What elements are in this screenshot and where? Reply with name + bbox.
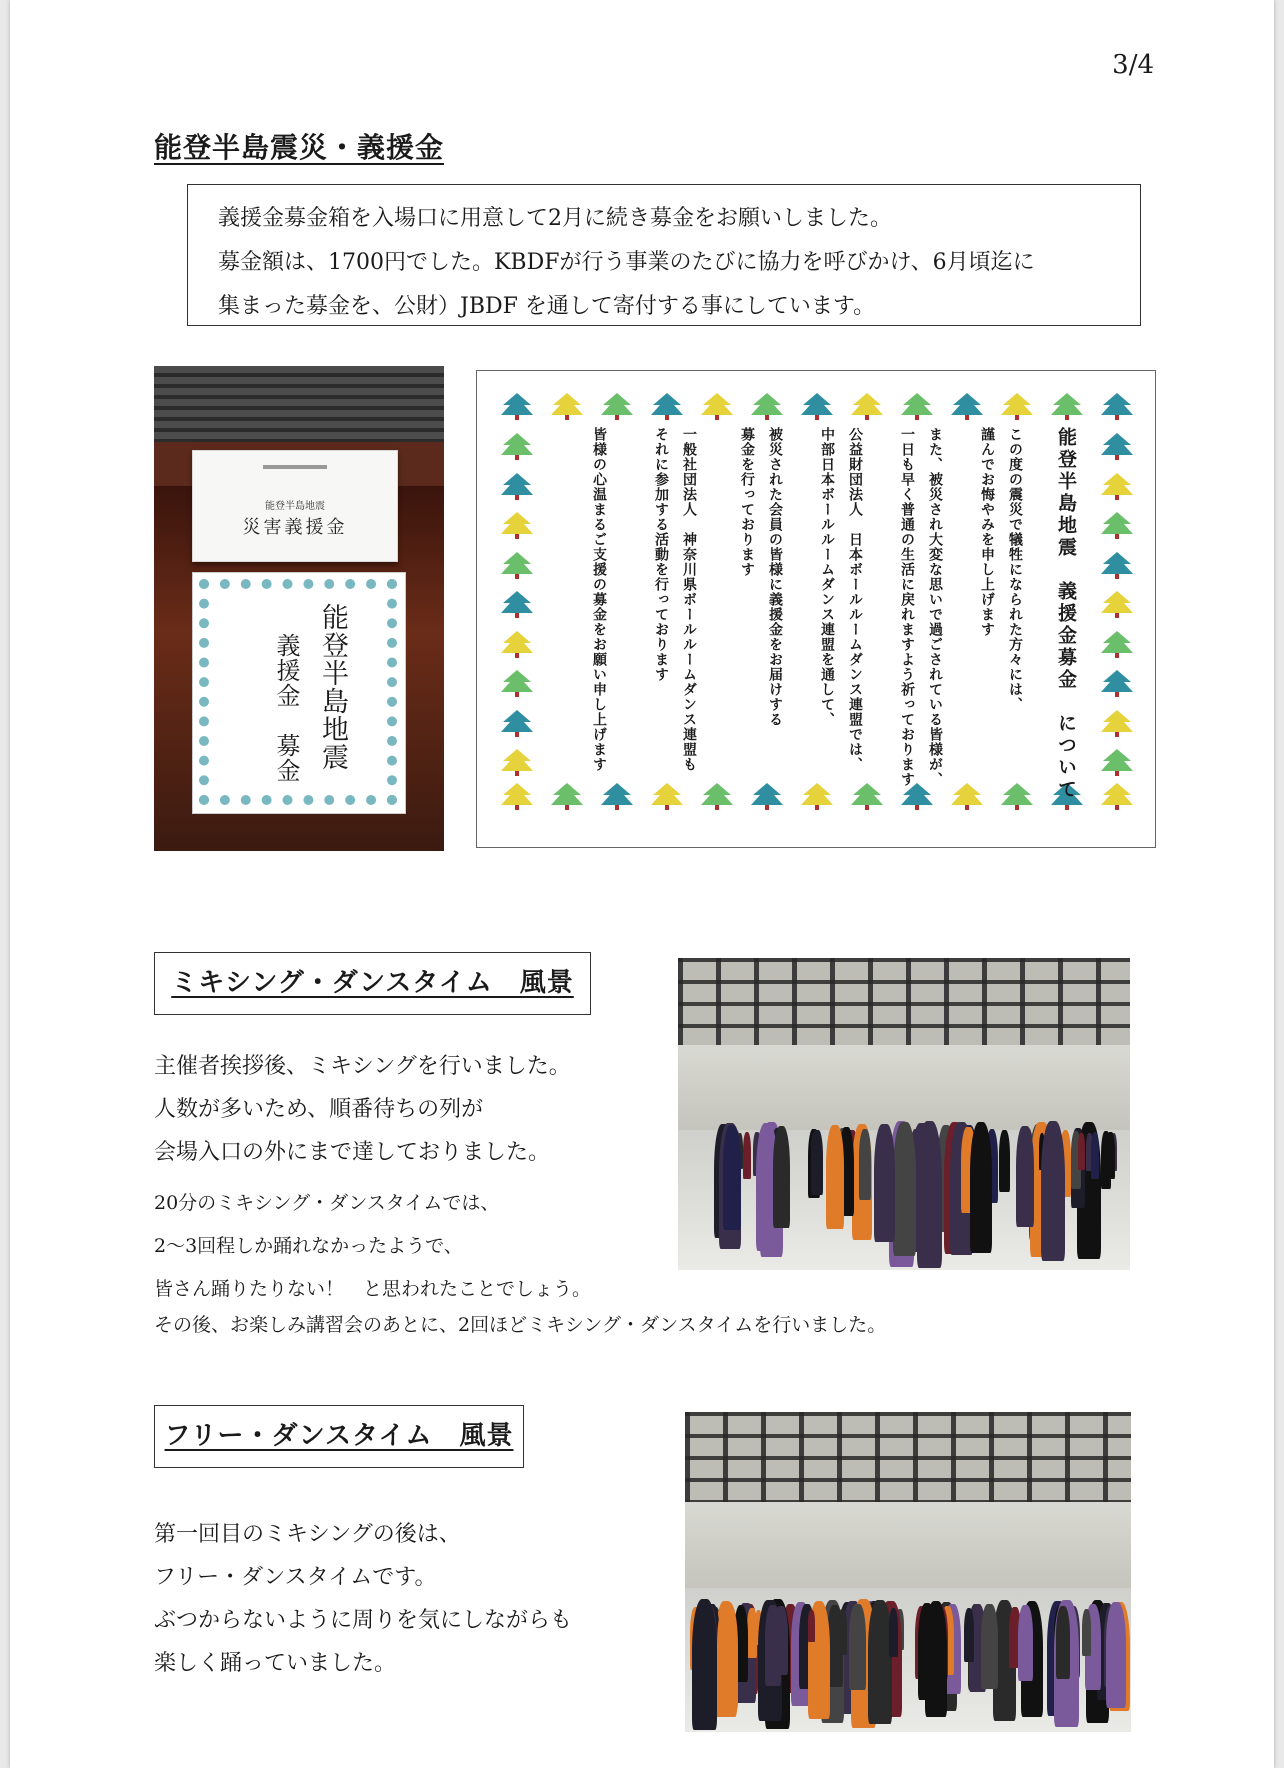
free-dance-line: フリー・ダンスタイムです。 — [154, 1565, 437, 1590]
flyer-tree-border-bottom — [499, 781, 1135, 811]
flyer-line: また、被災され大変な思いで過ごされている皆様が、 — [927, 427, 943, 787]
tree-icon — [1099, 510, 1135, 540]
donation-info-line: 募金額は、1700円でした。KBDFが行う事業のたびに協力を呼びかけ、6月頃迄に — [218, 250, 1035, 275]
photo-crowd — [685, 1566, 1131, 1732]
tree-icon — [949, 781, 985, 811]
tree-icon — [699, 391, 735, 421]
dancer-figure — [1018, 1605, 1033, 1681]
section-title-free-dance-text: フリー・ダンスタイム 風景 — [164, 1421, 514, 1451]
tree-icon — [1099, 431, 1135, 461]
mixing-line: 会場入口の外にまで達しておりました。 — [154, 1140, 551, 1165]
tree-icon — [999, 391, 1035, 421]
tree-icon — [499, 589, 535, 619]
tree-icon — [549, 391, 585, 421]
dancer-figure — [999, 1130, 1010, 1192]
dancer-figure — [1106, 1602, 1126, 1708]
flyer-title: 能登半島地震 義援金募金 について — [1055, 427, 1077, 801]
tree-icon — [1099, 668, 1135, 698]
dancer-figure — [859, 1129, 871, 1200]
donation-box — [192, 450, 398, 562]
dancer-figure — [893, 1122, 916, 1256]
free-dance-photo — [685, 1412, 1131, 1732]
flyer-line: 被災された会員の皆様に義援金をお届けする — [767, 427, 783, 727]
dancer-figure — [811, 1133, 817, 1168]
mixing-dance-photo — [678, 958, 1130, 1270]
flyer-line: 中部日本ボールルームダンス連盟を通して、 — [819, 427, 835, 727]
section-title-free-dance — [154, 1405, 524, 1468]
tree-icon — [1099, 629, 1135, 659]
tree-icon — [1099, 550, 1135, 580]
dancer-figure — [964, 1608, 974, 1662]
flyer-line: それに参加する活動を行っております — [653, 427, 669, 682]
flyer-tree-border-right — [1099, 431, 1135, 777]
tree-icon — [499, 747, 535, 777]
tree-icon — [499, 550, 535, 580]
flyer-tree-border-top — [499, 391, 1135, 421]
document-page — [10, 0, 1274, 1768]
dancer-figure — [808, 1610, 814, 1642]
tree-icon — [1099, 781, 1135, 811]
tree-icon — [999, 781, 1035, 811]
tree-icon — [749, 391, 785, 421]
donation-box-photo — [154, 366, 444, 851]
dancer-figure — [765, 1605, 781, 1686]
window-blinds — [154, 366, 444, 442]
photo-ceiling-lights — [678, 958, 1130, 1052]
tree-icon — [499, 431, 535, 461]
tree-icon — [499, 471, 535, 501]
tree-icon — [649, 391, 685, 421]
dancer-figure — [849, 1604, 865, 1690]
tree-icon — [1099, 747, 1135, 777]
tree-icon — [649, 781, 685, 811]
free-dance-line: 楽しく踊っていました。 — [154, 1651, 397, 1676]
mixing-closing-line: その後、お楽しみ講習会のあとに、2回ほどミキシング・ダンスタイムを行いました。 — [154, 1314, 887, 1336]
flyer-line: 皆様の心温まるご支援の募金をお願い申し上げます — [591, 427, 607, 772]
dancer-figure — [723, 1125, 741, 1229]
donation-info-line: 義援金募金箱を入場口に用意して2月に続き募金をお願いしました。 — [218, 206, 892, 231]
dancer-figure — [773, 1126, 790, 1228]
tree-icon — [499, 781, 535, 811]
dancer-figure — [1082, 1609, 1091, 1657]
tree-icon — [899, 391, 935, 421]
dancer-figure — [692, 1599, 717, 1729]
donation-flyer — [476, 370, 1156, 848]
dancer-figure — [1091, 1132, 1099, 1179]
tree-icon — [599, 391, 635, 421]
free-dance-line: 第一回目のミキシングの後は、 — [154, 1522, 461, 1547]
tree-icon — [949, 391, 985, 421]
mixing-line: 2～3回程しか踊れなかったようで、 — [154, 1235, 463, 1257]
photo-ceiling-lights — [685, 1412, 1131, 1508]
dancer-figure — [1106, 1132, 1114, 1179]
flyer-line: 謹んでお悔やみを申し上げます — [979, 427, 995, 637]
tree-icon — [1099, 589, 1135, 619]
tree-icon — [499, 510, 535, 540]
dancer-figure — [747, 1608, 757, 1658]
mixing-line: 主催者挨拶後、ミキシングを行いました。 — [154, 1054, 571, 1079]
section-title-mixing-text: ミキシング・ダンスタイム 風景 — [171, 968, 574, 998]
tree-icon — [799, 781, 835, 811]
tree-icon — [1049, 391, 1085, 421]
free-dance-paragraph — [154, 1513, 572, 1685]
mixing-paragraph-small — [154, 1182, 591, 1311]
flyer-line: 公益財団法人 日本ボールルームダンス連盟では、 — [847, 427, 863, 772]
dancer-figure — [838, 1609, 847, 1656]
dancer-figure — [1041, 1121, 1065, 1261]
dancer-figure — [826, 1125, 844, 1229]
section-title-mixing — [154, 952, 591, 1015]
dancer-figure — [925, 1601, 947, 1717]
dancer-figure — [717, 1602, 738, 1712]
tree-icon — [499, 708, 535, 738]
mixing-paragraph — [154, 1045, 571, 1174]
page-number: 3/4 — [1112, 50, 1154, 80]
dancer-figure — [1016, 1126, 1033, 1228]
dancer-figure — [917, 1121, 942, 1268]
tree-icon — [549, 781, 585, 811]
section-title-donation: 能登半島震災・義援金 — [154, 131, 445, 164]
tree-icon — [699, 781, 735, 811]
tree-icon — [849, 781, 885, 811]
flyer-tree-border-left — [499, 431, 535, 777]
tree-icon — [799, 391, 835, 421]
donation-box-main-label: 災害義援金 — [242, 517, 348, 538]
dancer-figure — [743, 1132, 751, 1179]
free-dance-line: ぶつからないように周りを気にしながらも — [154, 1608, 573, 1633]
tree-icon — [749, 781, 785, 811]
dancer-figure — [981, 1604, 997, 1689]
sign-line-1: 能登半島地震 — [317, 603, 348, 771]
donation-slot — [263, 465, 327, 469]
mixing-line: 20分のミキシング・ダンスタイムでは、 — [154, 1192, 500, 1214]
sign-line-2: 義援金 募金 — [272, 633, 300, 783]
donation-sign — [192, 572, 406, 814]
flyer-line: 一般社団法人 神奈川県ボールルームダンス連盟も — [681, 427, 697, 772]
tree-icon — [599, 781, 635, 811]
mixing-line: 皆さん踊りたりない！ と思われたことでしょう。 — [154, 1278, 592, 1300]
tree-icon — [499, 668, 535, 698]
flyer-line: この度の震災で犠牲になられた方々には、 — [1007, 427, 1023, 712]
dancer-figure — [1078, 1133, 1084, 1170]
flyer-line: 募金を行っております — [739, 427, 755, 577]
tree-icon — [1099, 391, 1135, 421]
dancer-figure — [874, 1124, 894, 1243]
mixing-line: 人数が多いため、順番待ちの列が — [154, 1097, 484, 1122]
dancer-figure — [970, 1122, 992, 1252]
tree-icon — [499, 629, 535, 659]
donation-info-line: 集まった募金を、公財）JBDF を通して寄付する事にしています。 — [218, 294, 876, 319]
dancer-figure — [1056, 1606, 1070, 1679]
photo-crowd — [678, 1083, 1130, 1270]
flyer-line: 一日も早く普通の生活に戻れますよう祈っております — [899, 427, 915, 787]
tree-icon — [849, 391, 885, 421]
tree-icon — [1099, 471, 1135, 501]
tree-icon — [1099, 708, 1135, 738]
tree-icon — [499, 391, 535, 421]
donation-info-box — [187, 184, 1141, 326]
dancer-figure — [889, 1608, 898, 1657]
donation-box-small-label: 能登半島地震 — [265, 501, 325, 512]
